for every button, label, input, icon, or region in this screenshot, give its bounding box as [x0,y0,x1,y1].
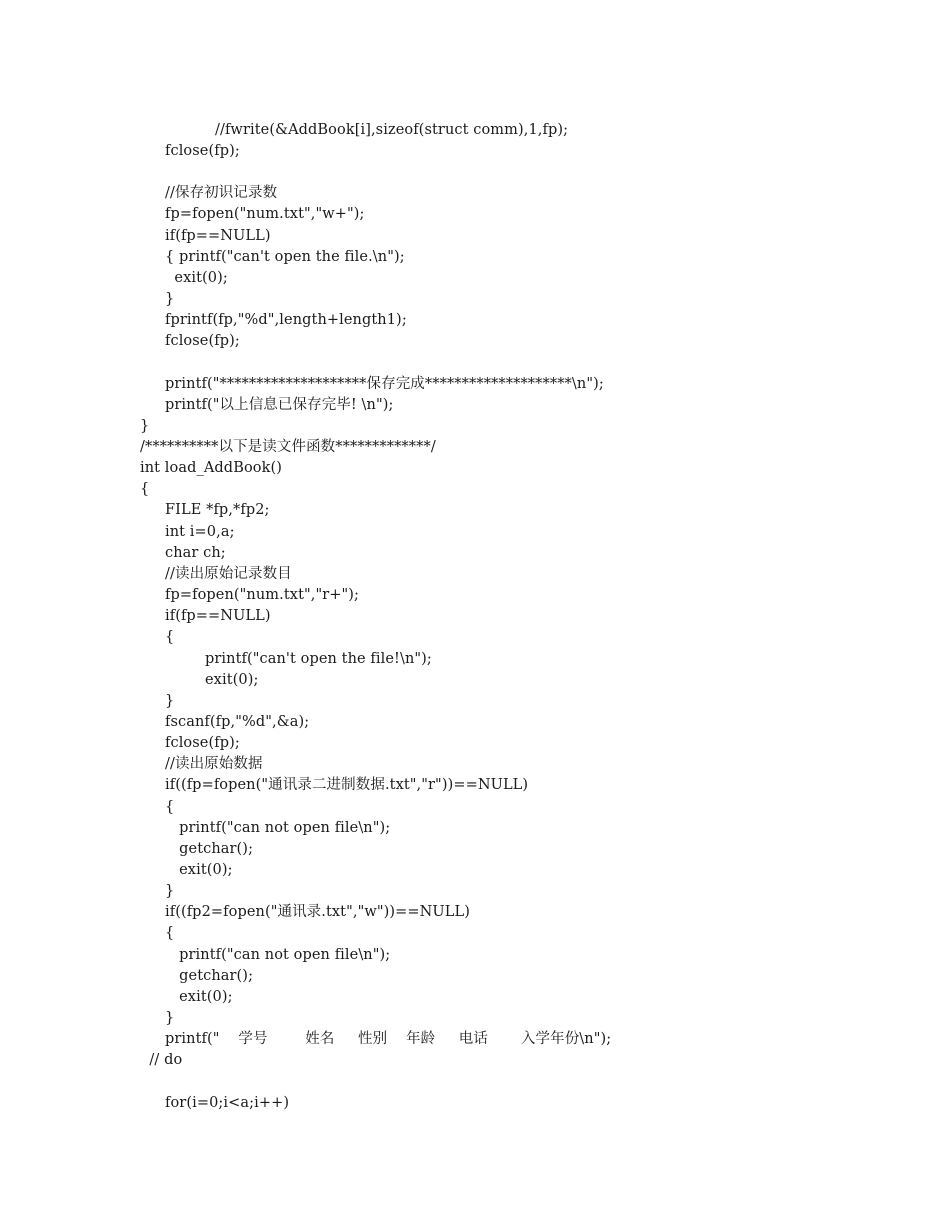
code-line: FILE *fp,*fp2; [165,502,270,519]
code-line: if(fp==NULL) [165,608,271,625]
code-line: fclose(fp); [165,142,240,159]
code-line: printf("can not open file\n"); [165,819,391,836]
code-line: } [165,290,175,307]
code-line: exit(0); [165,988,233,1005]
code-line: int i=0,a; [165,523,235,540]
code-line: printf("can not open file\n"); [165,946,391,963]
code-line: } [165,1010,175,1027]
code-line: { printf("can't open the file.\n"); [165,248,405,265]
code-line: { [165,925,175,942]
code-line: { [140,481,150,498]
code-line: printf("********************保存完成********************\n"); [165,375,604,392]
code-line: exit(0); [165,269,228,286]
code-line: fp=fopen("num.txt","r+"); [165,587,360,604]
code-line: if((fp=fopen("通讯录二进制数据.txt","r"))==NULL) [165,777,529,794]
code-line: exit(0); [165,862,233,878]
code-line: if(fp==NULL) [165,227,271,244]
code-line: for(i=0;i<a;i++) [165,1094,290,1111]
code-line: fprintf(fp,"%d",length+length1); [165,312,407,329]
code-line: char ch; [165,544,226,561]
code-line: { [165,629,175,646]
code-line: { [165,798,175,815]
code-line: } [140,417,150,434]
code-line: } [165,883,175,900]
code-line: printf(" 学号 姓名 性别 年龄 电话 入学年份\n"); [165,1031,612,1048]
code-line: getchar(); [165,840,254,857]
code-line: //保存初识记录数 [165,185,278,202]
code-line: //fwrite(&AddBook[i],sizeof(struct comm),1,fp); [215,121,569,138]
code-line: //读出原始数据 [165,756,263,773]
code-line: } [165,692,175,709]
code-line: /**********以下是读文件函数*************/ [140,439,436,455]
code-line: exit(0); [205,671,259,688]
code-line: fp=fopen("num.txt","w+"); [165,206,365,223]
code-line: fscanf(fp,"%d",&a); [165,713,310,730]
code-line: // do [140,1052,183,1069]
code-line: printf("以上信息已保存完毕! \n"); [165,396,394,413]
code-line: fclose(fp); [165,333,240,350]
code-line: printf("can't open the file!\n"); [205,650,432,667]
code-line: getchar(); [165,967,254,984]
code-line: int load_AddBook() [140,460,283,477]
code-line: //读出原始记录数目 [165,565,292,582]
code-line: if((fp2=fopen("通讯录.txt","w"))==NULL) [165,904,470,921]
code-line: fclose(fp); [165,735,240,752]
